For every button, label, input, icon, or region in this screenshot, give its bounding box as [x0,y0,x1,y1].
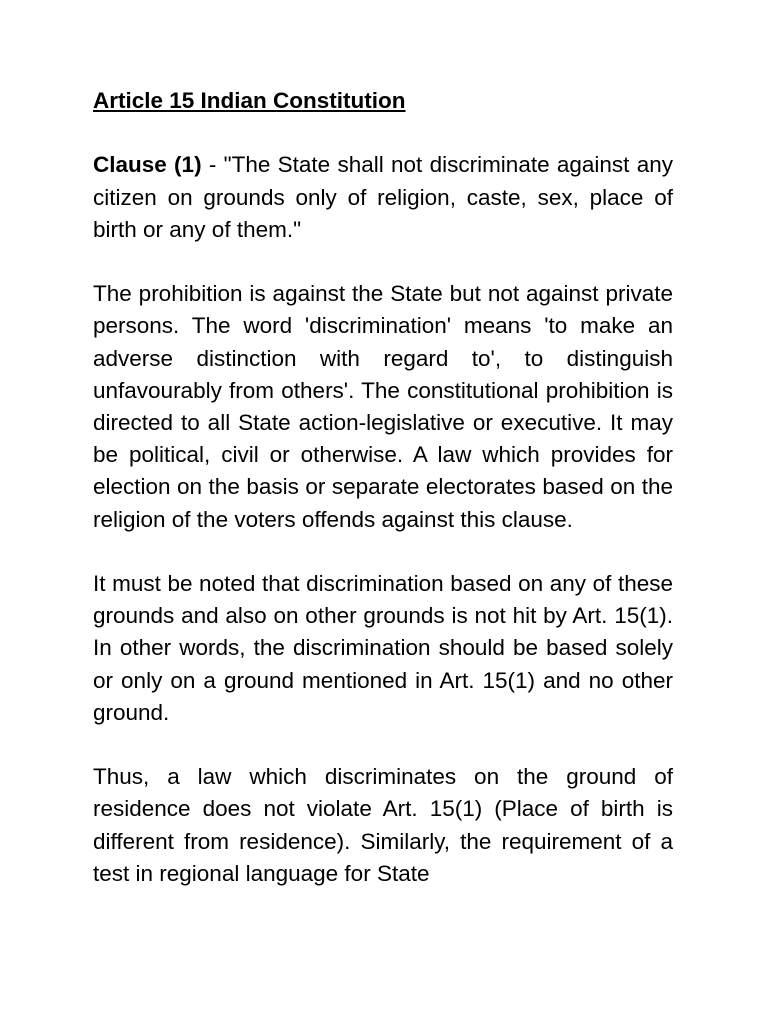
body-paragraph-3: Thus, a law which discriminates on the ground of residence does not violate Art. 15(1) (Place of birth is different from residence). Similarly, the requirement of a test in regional language for State [93,764,673,886]
clause-paragraph [93,149,673,246]
body-paragraph-2: It must be noted that discrimination based on any of these grounds and also on other grounds is not hit by Art. 15(1). In other words, the discrimination should be based solely or only on a ground mentioned in Art. 15(1) and no other ground. [93,571,673,725]
document-title: Article 15 Indian Constitution [93,88,406,113]
clause-label: Clause (1) [93,152,202,178]
body-paragraph-1: The prohibition is against the State but not against private persons. The word 'discrimination' means 'to make an adverse distinction with regard to', to distinguish unfavourably from others'. The constitutional prohibition is directed to all State action-legislative or executive. It may be political, civil or otherwise. A law which provides for election on the basis or separate electorates based on the religion of the voters offends against this clause. [93,281,673,532]
document-page [93,85,673,890]
clause-text: - "The State shall not discriminate against any citizen on grounds only of religion, caste, sex, place of birth or any of them." [93,152,673,242]
